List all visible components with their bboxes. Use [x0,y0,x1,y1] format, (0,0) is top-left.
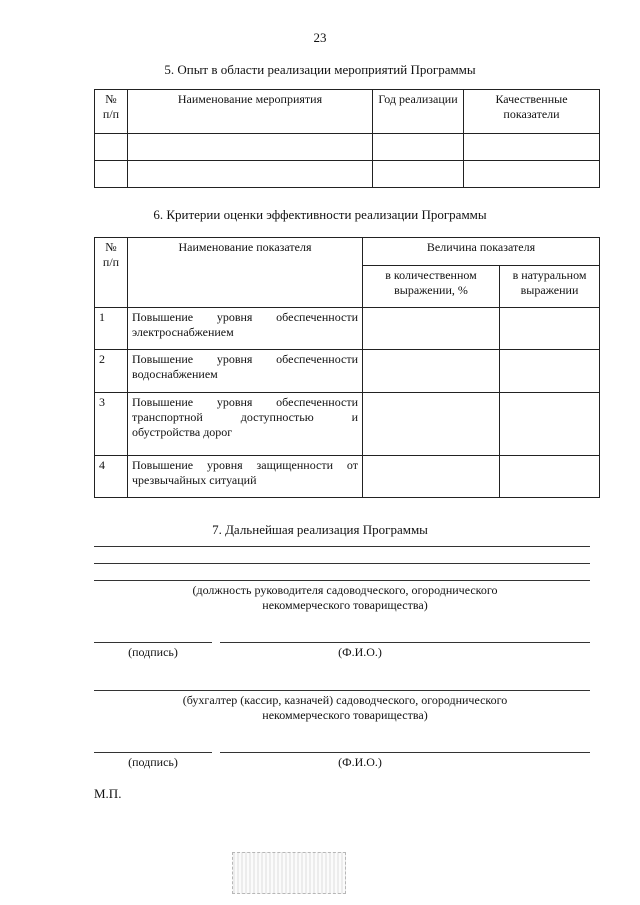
section7-heading: 7. Дальнейшая реализация Программы [212,522,428,537]
faded-stamp-image [232,852,346,894]
section5-table [94,89,600,188]
signature-caption: (подпись) [128,645,178,659]
cell-num: 3 [95,393,128,456]
table-header-row [95,238,600,266]
table-row [95,350,600,393]
section6-heading: 6. Критерии оценки эффективности реализации Программы [153,207,487,222]
cell-natural [500,308,600,350]
cell-quality [464,134,600,161]
cell-natural [500,456,600,498]
cell-quantitative [363,456,500,498]
header-quality: Качественные показатели [464,90,600,134]
cell-indicator-name: Повышение уровня защищенности от чрезвычайных ситуаций [128,456,363,498]
cell-indicator-name: Повышение уровня обеспеченности электроснабжением [128,308,363,350]
stamp-place-label: М.П. [94,786,122,801]
fio-caption: (Ф.И.О.) [338,645,382,659]
cell-name [128,161,373,188]
head-position-caption: (должность руководителя садоводческого, огороднического некоммерческого товарищества) [192,583,498,612]
header-indicator-name: Наименование показателя [128,238,363,308]
accountant-line [94,690,590,691]
header-indicator-value: Величина показателя [363,238,600,266]
cell-num: 2 [95,350,128,393]
header-quantitative: в количественном выражении, % [363,266,500,308]
table-row [95,456,600,498]
table-row [95,161,600,188]
cell-num [95,134,128,161]
cell-quality [464,161,600,188]
signature-caption: (подпись) [128,755,178,769]
section5-heading: 5. Опыт в области реализации мероприятий Программы [164,62,476,77]
signature-line [94,752,212,753]
cell-indicator-name: Повышение уровня обеспеченности водоснабжением [128,350,363,393]
cell-quantitative [363,308,500,350]
table-header-row [95,90,600,134]
table-row [95,134,600,161]
fio-caption: (Ф.И.О.) [338,755,382,769]
page-number: 23 [313,30,327,45]
cell-natural [500,393,600,456]
blank-line [94,563,590,564]
signature-line [94,642,212,643]
cell-num: 4 [95,456,128,498]
header-num: № п/п [95,90,128,134]
table-row [95,393,600,456]
cell-indicator-name: Повышение уровня обеспеченности транспортной доступностью и обустройства дорог [128,393,363,456]
cell-year [373,161,464,188]
position-line [94,580,590,581]
blank-line [94,546,590,547]
cell-quantitative [363,393,500,456]
cell-num: 1 [95,308,128,350]
section6-table [94,237,600,498]
fio-line [220,752,590,753]
fio-line [220,642,590,643]
cell-num [95,161,128,188]
header-event-name: Наименование мероприятия [128,90,373,134]
header-year: Год реализации [373,90,464,134]
table-row [95,308,600,350]
header-natural: в натуральном выражении [500,266,600,308]
cell-name [128,134,373,161]
cell-quantitative [363,350,500,393]
cell-year [373,134,464,161]
header-num: № п/п [95,238,128,308]
cell-natural [500,350,600,393]
accountant-caption: (бухгалтер (кассир, казначей) садоводческого, огороднического некоммерческого товарищества) [182,693,508,722]
